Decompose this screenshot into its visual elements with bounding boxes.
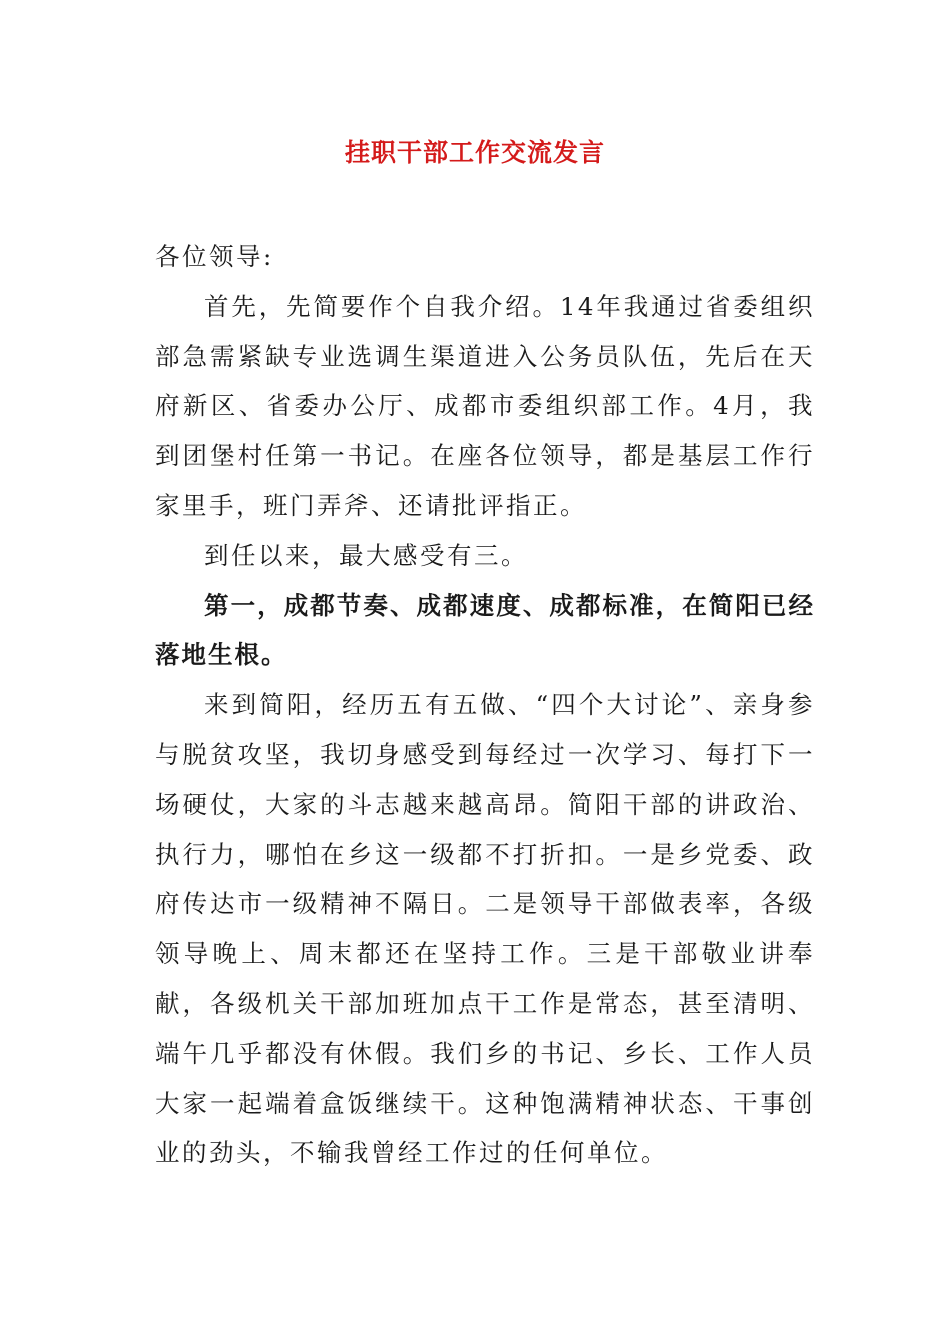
document-title: 挂职干部工作交流发言 bbox=[344, 138, 605, 167]
paragraph-introduction: 首先，先简要作个自我介绍。14年我通过省委组织部急需紧缺专业选调生渠道进入公务员队伍，先后在天府新区、省委办公厅、成都市委组织部工作。4月，我到团堡村任第一书记。在座各位领导，都是基层工作行家里手，班门弄斧、还请批评指正。 bbox=[155, 291, 815, 520]
section-heading-first: 第一，成都节奏、成都速度、成都标准，在简阳已经落地生根。 bbox=[155, 590, 815, 670]
paragraph-feelings-intro: 到任以来，最大感受有三。 bbox=[204, 540, 528, 570]
paragraph-jianyang-experience: 来到简阳，经历五有五做、“四个大讨论”、亲身参与脱贫攻坚，我切身感受到每经过一次学习、每打下一场硬仗，大家的斗志越来越高昂。简阳干部的讲政治、执行力，哪怕在乡这一级都不打折扣。一是乡党委、政府传达市一级精神不隔日。二是领导干部做表率，各级领导晚上、周末都还在坚持工作。三是干部敬业讲奉献，各级机关干部加班加点干工作是常态，甚至清明、端午几乎都没有休假。我们乡的书记、乡长、工作人员大家一起端着盒饭继续干。这种饱满精神状态、干事创业的劲头，不输我曾经工作过的任何单位。 bbox=[155, 690, 815, 1168]
salutation: 各位领导: bbox=[155, 242, 274, 271]
document-body bbox=[155, 232, 815, 1178]
